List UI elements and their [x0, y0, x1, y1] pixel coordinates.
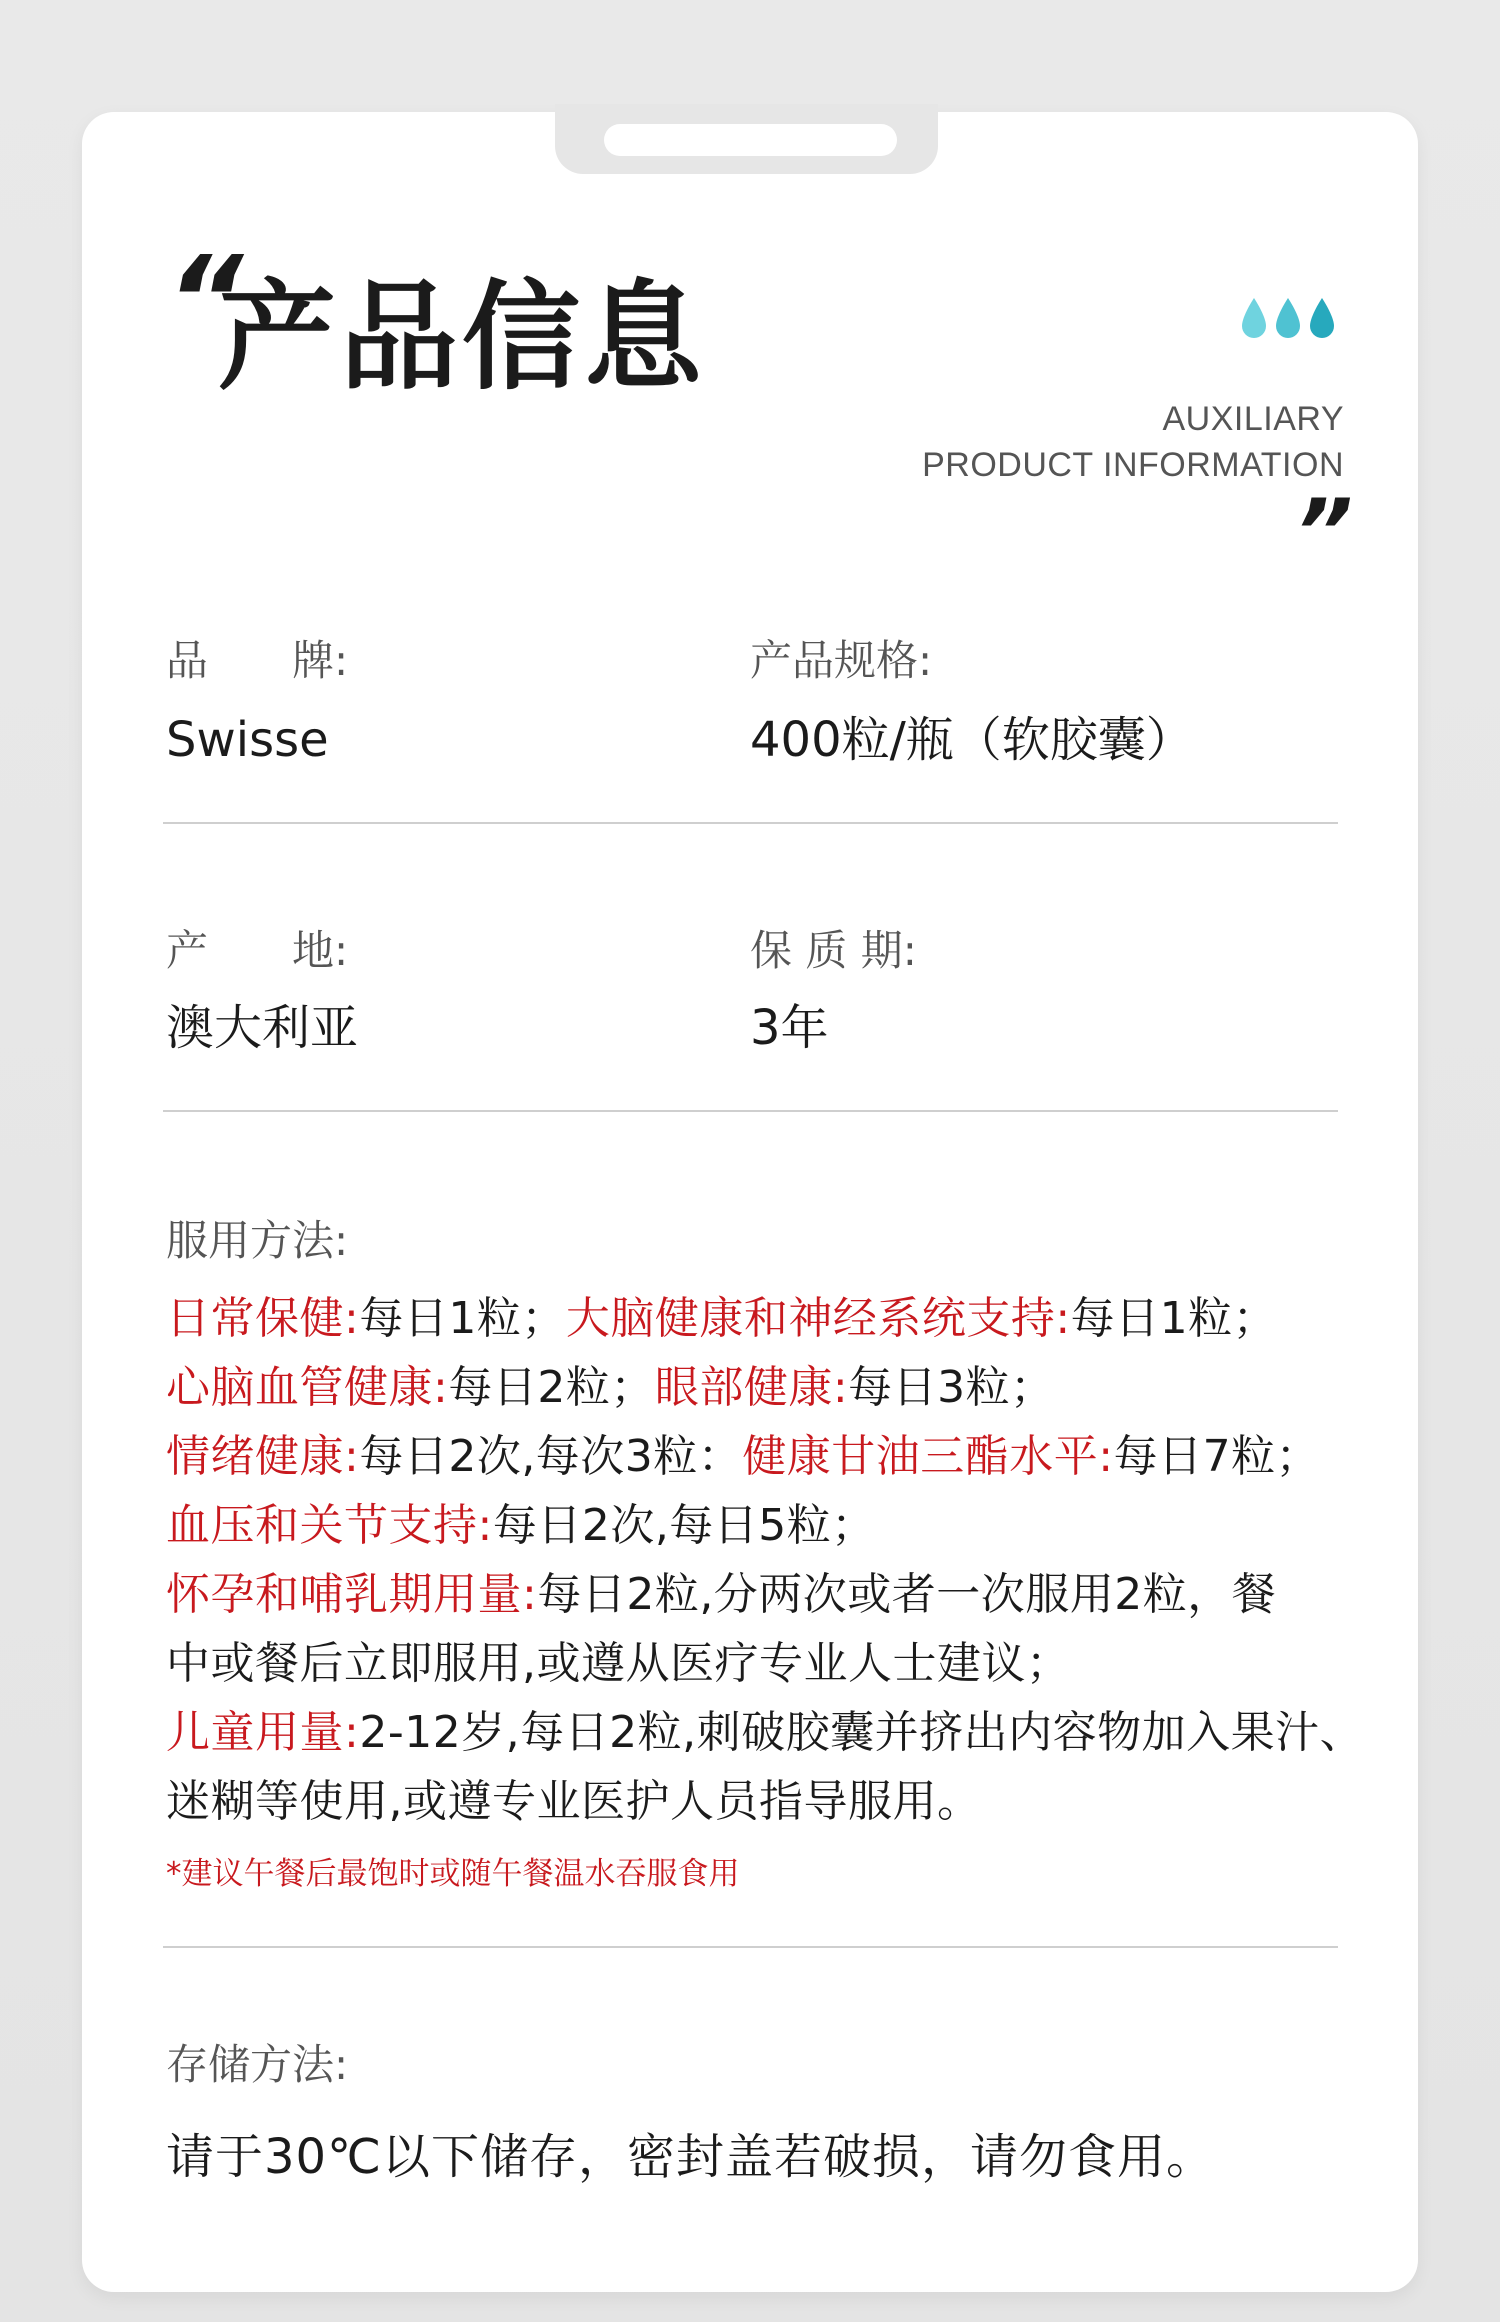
close-quote-mark: ”: [1295, 480, 1343, 585]
shelf-life-label: 保 质 期:: [750, 926, 917, 975]
usage-dosage: 每日2次,每次3粒：: [359, 1431, 743, 1482]
page-title: 产品信息: [218, 268, 707, 406]
usage-category: 健康甘油三酯水平:: [742, 1431, 1114, 1482]
usage-dosage: 每日1粒；: [1070, 1293, 1278, 1344]
usage-category: 日常保健:: [166, 1293, 360, 1344]
subtitle-line-1: AUXILIARY: [1162, 400, 1344, 438]
shelf-life-value: 3年: [750, 1000, 829, 1056]
usage-line: [166, 1491, 1406, 1560]
subtitle-line-2: PRODUCT INFORMATION: [922, 446, 1344, 484]
storage-label: 存储方法:: [166, 2040, 349, 2089]
usage-dosage: 每日2粒,分两次或者一次服用2粒，餐: [537, 1569, 1277, 1620]
usage-dosage: 2-12岁,每日2粒,刺破胶囊并挤出内容物加入果汁、: [359, 1707, 1365, 1758]
usage-category: 大脑健康和神经系统支持:: [565, 1293, 1071, 1344]
usage-line: [166, 1629, 1406, 1698]
divider: [163, 1946, 1338, 1948]
usage-label: 服用方法:: [166, 1216, 349, 1265]
divider: [163, 1110, 1338, 1112]
water-drops: [1240, 296, 1340, 342]
usage-line: [166, 1698, 1406, 1767]
usage-line: [166, 1353, 1406, 1422]
usage-dosage: 每日1粒；: [359, 1293, 566, 1344]
origin-value: 澳大利亚: [166, 1000, 359, 1056]
drop-icon: [1310, 298, 1334, 338]
usage-category: 怀孕和哺乳期用量:: [166, 1569, 538, 1620]
drop-icons: [1240, 296, 1340, 342]
usage-category: 心脑血管健康:: [166, 1362, 449, 1413]
usage-dosage: 迷糊等使用,或遵专业医护人员指导服用。: [166, 1776, 982, 1827]
usage-category: 儿童用量:: [166, 1707, 360, 1758]
spec-label: 产品规格:: [750, 636, 933, 685]
usage-category: 情绪健康:: [166, 1431, 360, 1482]
usage-instructions: [166, 1284, 1406, 1836]
usage-category: 眼部健康:: [654, 1362, 849, 1413]
divider: [163, 822, 1338, 824]
usage-line: [166, 1560, 1406, 1629]
usage-dosage: 每日2粒；: [448, 1362, 655, 1413]
usage-line: [166, 1284, 1406, 1353]
origin-label: 产 地:: [166, 926, 349, 975]
usage-line: [166, 1767, 1406, 1836]
subtitle: [922, 396, 1344, 488]
usage-note: *建议午餐后最饱时或随午餐温水吞服食用: [166, 1856, 740, 1892]
brand-label: 品 牌:: [166, 636, 349, 685]
open-quote-mark: “: [166, 232, 230, 371]
brand-value: Swisse: [166, 712, 329, 768]
usage-line: [166, 1422, 1406, 1491]
spec-value: 400粒/瓶（软胶囊）: [750, 712, 1194, 768]
drop-icon: [1242, 298, 1266, 338]
usage-dosage: 中或餐后立即服用,或遵从医疗专业人士建议；: [166, 1638, 1071, 1689]
notch-bar: [604, 124, 897, 156]
usage-category: 血压和关节支持:: [166, 1500, 493, 1551]
usage-dosage: 每日3粒；: [848, 1362, 1055, 1413]
storage-value: 请于30℃以下储存，密封盖若破损，请勿食用。: [166, 2129, 1215, 2185]
drop-icon: [1276, 298, 1300, 338]
usage-dosage: 每日7粒；: [1113, 1431, 1321, 1482]
usage-dosage: 每日2次,每日5粒；: [492, 1500, 876, 1551]
